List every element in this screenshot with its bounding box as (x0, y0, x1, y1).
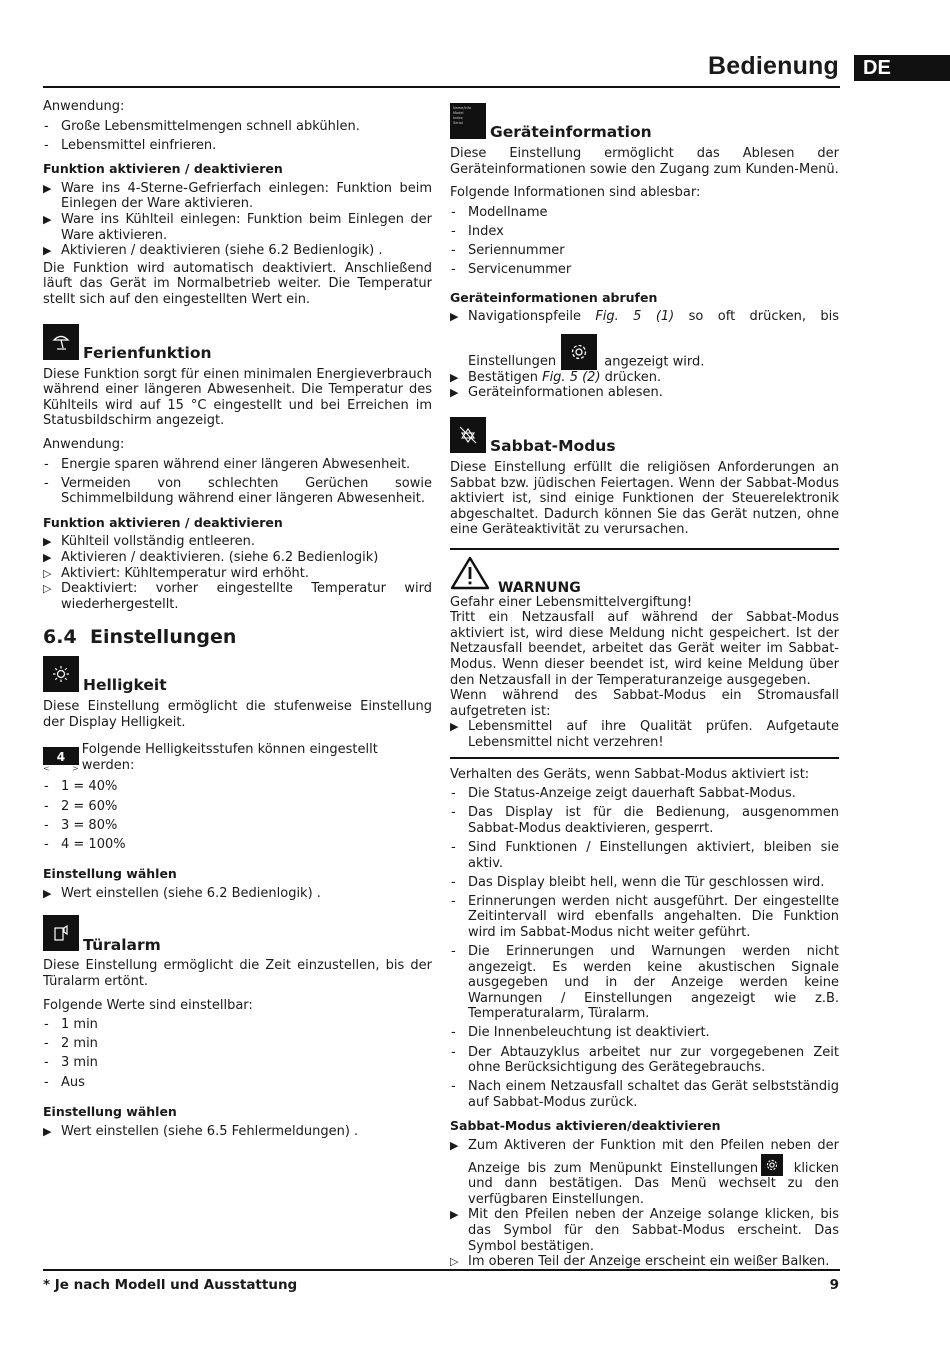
list-item: - Lebensmittel einfrieren. (43, 138, 432, 154)
result-item: ▷ Deaktiviert: vorher eingestellte Temperatur wird wiederhergestellt. (43, 581, 432, 612)
list-item: - Die Innenbeleuchtung ist deaktiviert. (450, 1025, 839, 1041)
footer-note: * Je nach Modell und Ausstattung (43, 1277, 298, 1293)
step-item: ▶ Wert einstellen (siehe 6.2 Bedienlogik) . (43, 886, 432, 902)
toggle-heading: Funktion aktivieren / deaktivieren (43, 161, 283, 177)
step-item: ▶ Aktivieren / deaktivieren (siehe 6.2 Bedienlogik) . (43, 243, 432, 259)
list-item: - Vermeiden von schlechten Gerüchen sowie Schimmelbildung während einer längeren Abwesenheit. (43, 476, 432, 507)
warning-steps (450, 719, 839, 750)
beach-umbrella-icon (43, 324, 79, 360)
sun-icon (43, 656, 79, 692)
step-item: ▶ Zum Aktiveren der Funktion mit den Pfeilen neben der Anzeige bis zum Menüpunkt Einstellungen klicken und dann bestätigen. Das Menü wechselt zu den verfügbaren Einstellungen. (450, 1138, 839, 1207)
behavior-list (450, 786, 839, 1110)
list-item: - Aus (43, 1075, 432, 1091)
brightness-levels-intro (43, 742, 432, 773)
ferien-desc: Diese Funktion sorgt für einen minimalen Energieverbrauch während einer längeren Abwesenheit. Die Temperatur des Kühlteils wird auf 15 °C eingestellt und bei Erreichen im Statusbildschirm angezeigt. (43, 366, 432, 429)
list-item: - Index (450, 224, 839, 240)
step-item: ▶ Kühlteil vollständig entleeren. (43, 534, 432, 550)
helligkeit-desc: Diese Einstellung ermöglicht die stufenweise Einstellung der Display Helligkeit. (43, 699, 432, 730)
info-list-intro: Folgende Informationen sind ablesbar: (450, 185, 701, 201)
step-item: ▶ Wert einstellen (siehe 6.5 Fehlermeldungen) . (43, 1124, 432, 1140)
list-item: - Modellname (450, 205, 839, 221)
section-title: Einstellungen (90, 626, 237, 649)
intro-list (43, 119, 432, 154)
list-item: - 3 = 80% (43, 818, 432, 834)
helligkeit-steps (43, 886, 432, 902)
gear-icon (761, 1154, 783, 1176)
step-item: ▶ Aktivieren / deaktivieren. (siehe 6.2 Bedienlogik) (43, 550, 432, 566)
section-number: 6.4 (43, 626, 77, 649)
ferien-use-label: Anwendung: (43, 437, 125, 452)
info-title: Geräteinformation (490, 123, 652, 142)
right-column (450, 99, 839, 1278)
tueralarm-title: Türalarm (83, 935, 161, 954)
warning-line1: Gefahr einer Lebensmittelvergiftung! (450, 594, 693, 610)
behavior-intro: Verhalten des Geräts, wenn Sabbat-Modus aktiviert ist: (450, 766, 810, 782)
list-item: - Der Abtauzyklus arbeitet nur zur vorgegebenen Zeit ohne Berücksichtigung des Gerätegebrauchs. (450, 1045, 839, 1076)
brightness-display (43, 747, 79, 773)
icon-line: Serial (453, 121, 463, 125)
brightness-levels-list (43, 779, 432, 852)
icon-line: Name/Info (453, 106, 472, 110)
tueralarm-values-intro: Folgende Werte sind einstellbar: (43, 997, 253, 1013)
door-alarm-icon (43, 915, 79, 951)
warning-box (450, 548, 839, 759)
left-column (43, 99, 432, 1147)
tueralarm-desc: Diese Einstellung ermöglicht die Zeit einzustellen, bis der Türalarm ertönt. (43, 958, 432, 990)
list-item: - Das Display ist für die Bedienung, ausgenommen Sabbat-Modus deaktivieren, gesperrt. (450, 805, 839, 836)
ferien-heading (43, 324, 432, 363)
helligkeit-heading (43, 656, 432, 695)
icon-line: Model (453, 111, 464, 115)
step-item: ▶ Lebensmittel auf ihre Qualität prüfen. Aufgetaute Lebensmittel nicht verzehren! (450, 719, 839, 750)
ferien-steps (43, 534, 432, 612)
warning-text2: Wenn während des Sabbat-Modus ein Stromausfall aufgetreten ist: (450, 688, 839, 719)
toggle-note: Die Funktion wird automatisch deaktiviert. Anschließend läuft das Gerät im Normalbetrieb weiter. Die Temperatur stellt sich auf den eingestellten Wert ein. (43, 260, 432, 308)
list-item: - Das Display bleibt hell, wenn die Tür geschlossen wird. (450, 875, 839, 891)
info-list (450, 205, 839, 278)
sabbat-toggle-heading: Sabbat-Modus aktivieren/deaktivieren (450, 1118, 721, 1134)
sabbat-title: Sabbat-Modus (490, 437, 616, 456)
warning-triangle-icon (450, 556, 490, 595)
warning-title: WARNUNG (498, 580, 581, 596)
helligkeit-select-heading: Einstellung wählen (43, 866, 177, 882)
list-item: - Seriennummer (450, 243, 839, 259)
device-info-icon (450, 103, 486, 139)
info-steps (450, 309, 839, 401)
list-item: - Servicenummer (450, 262, 839, 278)
header-divider (43, 86, 840, 88)
tueralarm-values-list (43, 1017, 432, 1090)
info-read-heading: Geräteinformationen abrufen (450, 289, 658, 305)
section-heading (43, 626, 432, 649)
list-item: - 3 min (43, 1055, 432, 1071)
result-item: ▷ Im oberen Teil der Anzeige erscheint ein weißer Balken. (450, 1254, 839, 1270)
step-item: ▶ Ware ins 4-Sterne-Gefrierfach einlegen: Funktion beim Einlegen der Ware aktivieren. (43, 181, 432, 212)
step-item: ▶ Bestätigen Fig. 5 (2) drücken. (450, 370, 839, 386)
tueralarm-steps (43, 1124, 432, 1140)
warning-text: Tritt ein Netzausfall auf während der Sabbat-Modus aktiviert ist, wird diese Meldung nicht gespeichert. Ist der Netzausfall beendet, arbeitet das Gerät weiter im Sabbat-Modus. Wenn dieser beendet ist, wird keine Meldung über den Netzausfall in der Temperaturanzeige ausgegeben. (450, 610, 839, 688)
chevron-right-icon: > (72, 764, 79, 774)
toggle-steps (43, 181, 432, 259)
page-header-title: Bedienung (708, 52, 839, 80)
step-item: ▶ Mit den Pfeilen neben der Anzeige solange klicken, bis das Symbol für den Sabbat-Modus erscheint. Das Symbol bestätigen. (450, 1207, 839, 1254)
list-item: - Energie sparen während einer längeren Abwesenheit. (43, 457, 432, 473)
step-item: ▶ Geräteinformationen ablesen. (450, 385, 839, 401)
list-item: - Die Status-Anzeige zeigt dauerhaft Sabbat-Modus. (450, 786, 839, 802)
list-item: - 4 = 100% (43, 837, 432, 853)
language-tag: DE (854, 55, 950, 81)
list-item: - Große Lebensmittelmengen schnell abkühlen. (43, 119, 432, 135)
gear-icon (561, 334, 597, 370)
page-number: 9 (829, 1277, 839, 1293)
tueralarm-select-heading: Einstellung wählen (43, 1104, 177, 1120)
tueralarm-heading (43, 915, 432, 954)
sabbat-heading (450, 417, 839, 456)
list-item: - Sind Funktionen / Einstellungen aktiviert, bleiben sie aktiv. (450, 840, 839, 871)
list-item: - Erinnerungen werden nicht ausgeführt. Der eingestellte Zeitintervall wird ebenfalls angehalten. Die Funktion wird im Sabbat-Modus nicht weiter geführt. (450, 894, 839, 941)
info-desc: Diese Einstellung ermöglicht das Ablesen der Geräteinformationen sowie den Zugang zum Kunden-Menü. (450, 146, 839, 177)
list-item: - 1 min (43, 1017, 432, 1033)
display-value: 4 (43, 747, 79, 765)
chevron-left-icon: < (43, 764, 50, 774)
list-item: - 1 = 40% (43, 779, 432, 795)
levels-intro-text: Folgende Helligkeitsstufen können eingestellt werden: (81, 742, 378, 773)
sabbath-icon (450, 417, 486, 453)
list-item: - Die Erinnerungen und Warnungen werden nicht angezeigt. Es werden keine akustischen Signale ausgegeben und in der Anzeige werden keine Warnungen / Einstellungen angezeigt wie z.B. Temperaturalarm, Türalarm. (450, 944, 839, 1022)
list-item: - 2 = 60% (43, 799, 432, 815)
info-heading (450, 103, 839, 142)
list-item: - 2 min (43, 1036, 432, 1052)
sabbat-steps (450, 1138, 839, 1270)
ferien-use-list (43, 457, 432, 507)
sabbat-desc: Diese Einstellung erfüllt die religiösen Anforderungen an Sabbat bzw. jüdischen Feiertagen. Wenn der Sabbat-Modus aktiviert ist, sind einige Funktionen der Steuerelektronik abgeschaltet. Dadurch können Sie das Gerät nutzen, ohne eine Geräteaktivität zu verursachen. (450, 460, 839, 538)
footer-divider (43, 1269, 840, 1271)
list-item: - Nach einem Netzausfall schaltet das Gerät selbstständig auf Sabbat-Modus zurück. (450, 1079, 839, 1110)
result-item: ▷ Aktiviert: Kühltemperatur wird erhöht. (43, 566, 432, 582)
ferien-toggle-heading: Funktion aktivieren / deaktivieren (43, 514, 283, 530)
step-item: ▶ Ware ins Kühlteil einlegen: Funktion beim Einlegen der Ware aktivieren. (43, 212, 432, 243)
ferien-title: Ferienfunktion (83, 344, 212, 363)
helligkeit-title: Helligkeit (83, 676, 167, 695)
step-item: ▶ Navigationspfeile Fig. 5 (1) so oft drücken, bis Einstellungen angezeigt wird. (450, 309, 839, 370)
icon-line: Index (453, 116, 463, 120)
intro-label: Anwendung: (43, 99, 125, 114)
